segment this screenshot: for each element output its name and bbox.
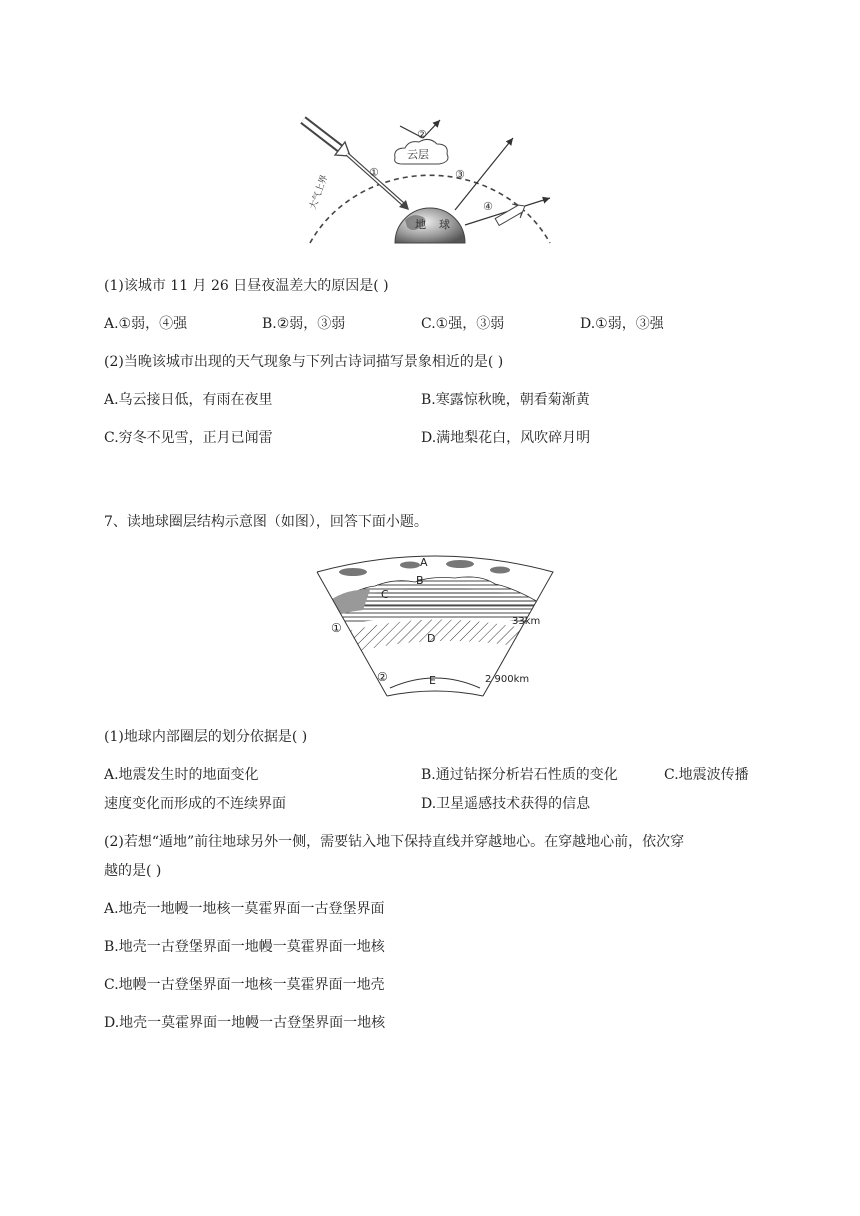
label-n4: ④ — [483, 200, 493, 213]
q7-sub2-stem-line2: 越的是( ) — [104, 863, 162, 879]
q6-sub2-option-c[interactable]: C.穷冬不见雪，正月已闻雷 — [104, 430, 273, 446]
atmosphere-radiation-figure — [295, 110, 565, 245]
q7-sub2-stem-line1: (2)若想“遁地”前往地球另外一侧，需要钻入地下保持直线并穿越地心。在穿越地心前，依次穿 — [104, 834, 685, 850]
q7-sub1-stem: (1)地球内部圈层的划分依据是( ) — [104, 729, 308, 745]
q7-sub1-option-c-cont[interactable]: 速度变化而形成的不连续界面 — [104, 796, 286, 812]
q6-sub2-stem: (2)当晚该城市出现的天气现象与下列古诗词描写景象相近的是( ) — [104, 354, 504, 370]
label-earth-2: 球 — [439, 218, 450, 231]
label-n3: ③ — [455, 168, 465, 181]
q7-sub2-option-b[interactable]: B.地壳一古登堡界面一地幔一莫霍界面一地核 — [104, 939, 385, 955]
q6-sub1-option-a[interactable]: A.①弱，④强 — [104, 316, 188, 332]
earth-globe — [395, 208, 465, 243]
q6-sub2-option-d[interactable]: D.满地梨花白，风吹碎月明 — [421, 430, 591, 446]
label-B: B — [416, 574, 424, 587]
label-D: D — [427, 632, 436, 645]
label-earth-1: 地 — [415, 218, 426, 231]
q6-sub1-stem: (1)该城市 11 月 26 日昼夜温差大的原因是( ) — [104, 278, 389, 294]
label-n1: ① — [369, 166, 379, 179]
label-E: E — [429, 674, 436, 687]
q7-sub1-option-d[interactable]: D.卫星遥感技术获得的信息 — [421, 796, 591, 812]
q7-sub1-option-c[interactable]: C.地震波传播 — [664, 767, 749, 783]
q6-sub1-option-c[interactable]: C.①强，③弱 — [421, 316, 505, 332]
q7-sub1-option-a[interactable]: A.地震发生时的地面变化 — [104, 767, 259, 783]
label-A: A — [420, 556, 428, 569]
q6-sub2-option-b[interactable]: B.寒露惊秋晚，朝看菊渐黄 — [421, 392, 590, 408]
q6-sub2-option-a[interactable]: A.乌云接日低，有雨在夜里 — [104, 392, 273, 408]
earth-layers-figure — [315, 548, 555, 706]
label-2900km: 2 900km — [485, 674, 530, 685]
q6-sub1-option-b[interactable]: B.②弱，③弱 — [262, 316, 346, 332]
label-atmosphere-top: 大气上界 — [308, 173, 331, 212]
q7-sub2-option-a[interactable]: A.地壳一地幔一地核一莫霍界面一古登堡界面 — [104, 901, 385, 917]
label-n2: ② — [417, 128, 427, 141]
q7-sub1-option-b[interactable]: B.通过钻探分析岩石性质的变化 — [421, 767, 618, 783]
label-n1: ① — [331, 621, 342, 635]
label-cloud: 云层 — [407, 148, 429, 161]
label-33km: 33km — [512, 616, 541, 627]
q7-sub2-option-d[interactable]: D.地壳一莫霍界面一地幔一古登堡界面一地核 — [104, 1015, 386, 1031]
q7-title: 7、读地球圈层结构示意图（如图），回答下面小题。 — [104, 514, 428, 530]
label-n2: ② — [377, 670, 388, 684]
label-C: C — [381, 588, 389, 601]
q7-sub2-option-c[interactable]: C.地幔一古登堡界面一地核一莫霍界面一地壳 — [104, 977, 385, 993]
q6-sub1-option-d[interactable]: D.①弱，③强 — [580, 316, 664, 332]
